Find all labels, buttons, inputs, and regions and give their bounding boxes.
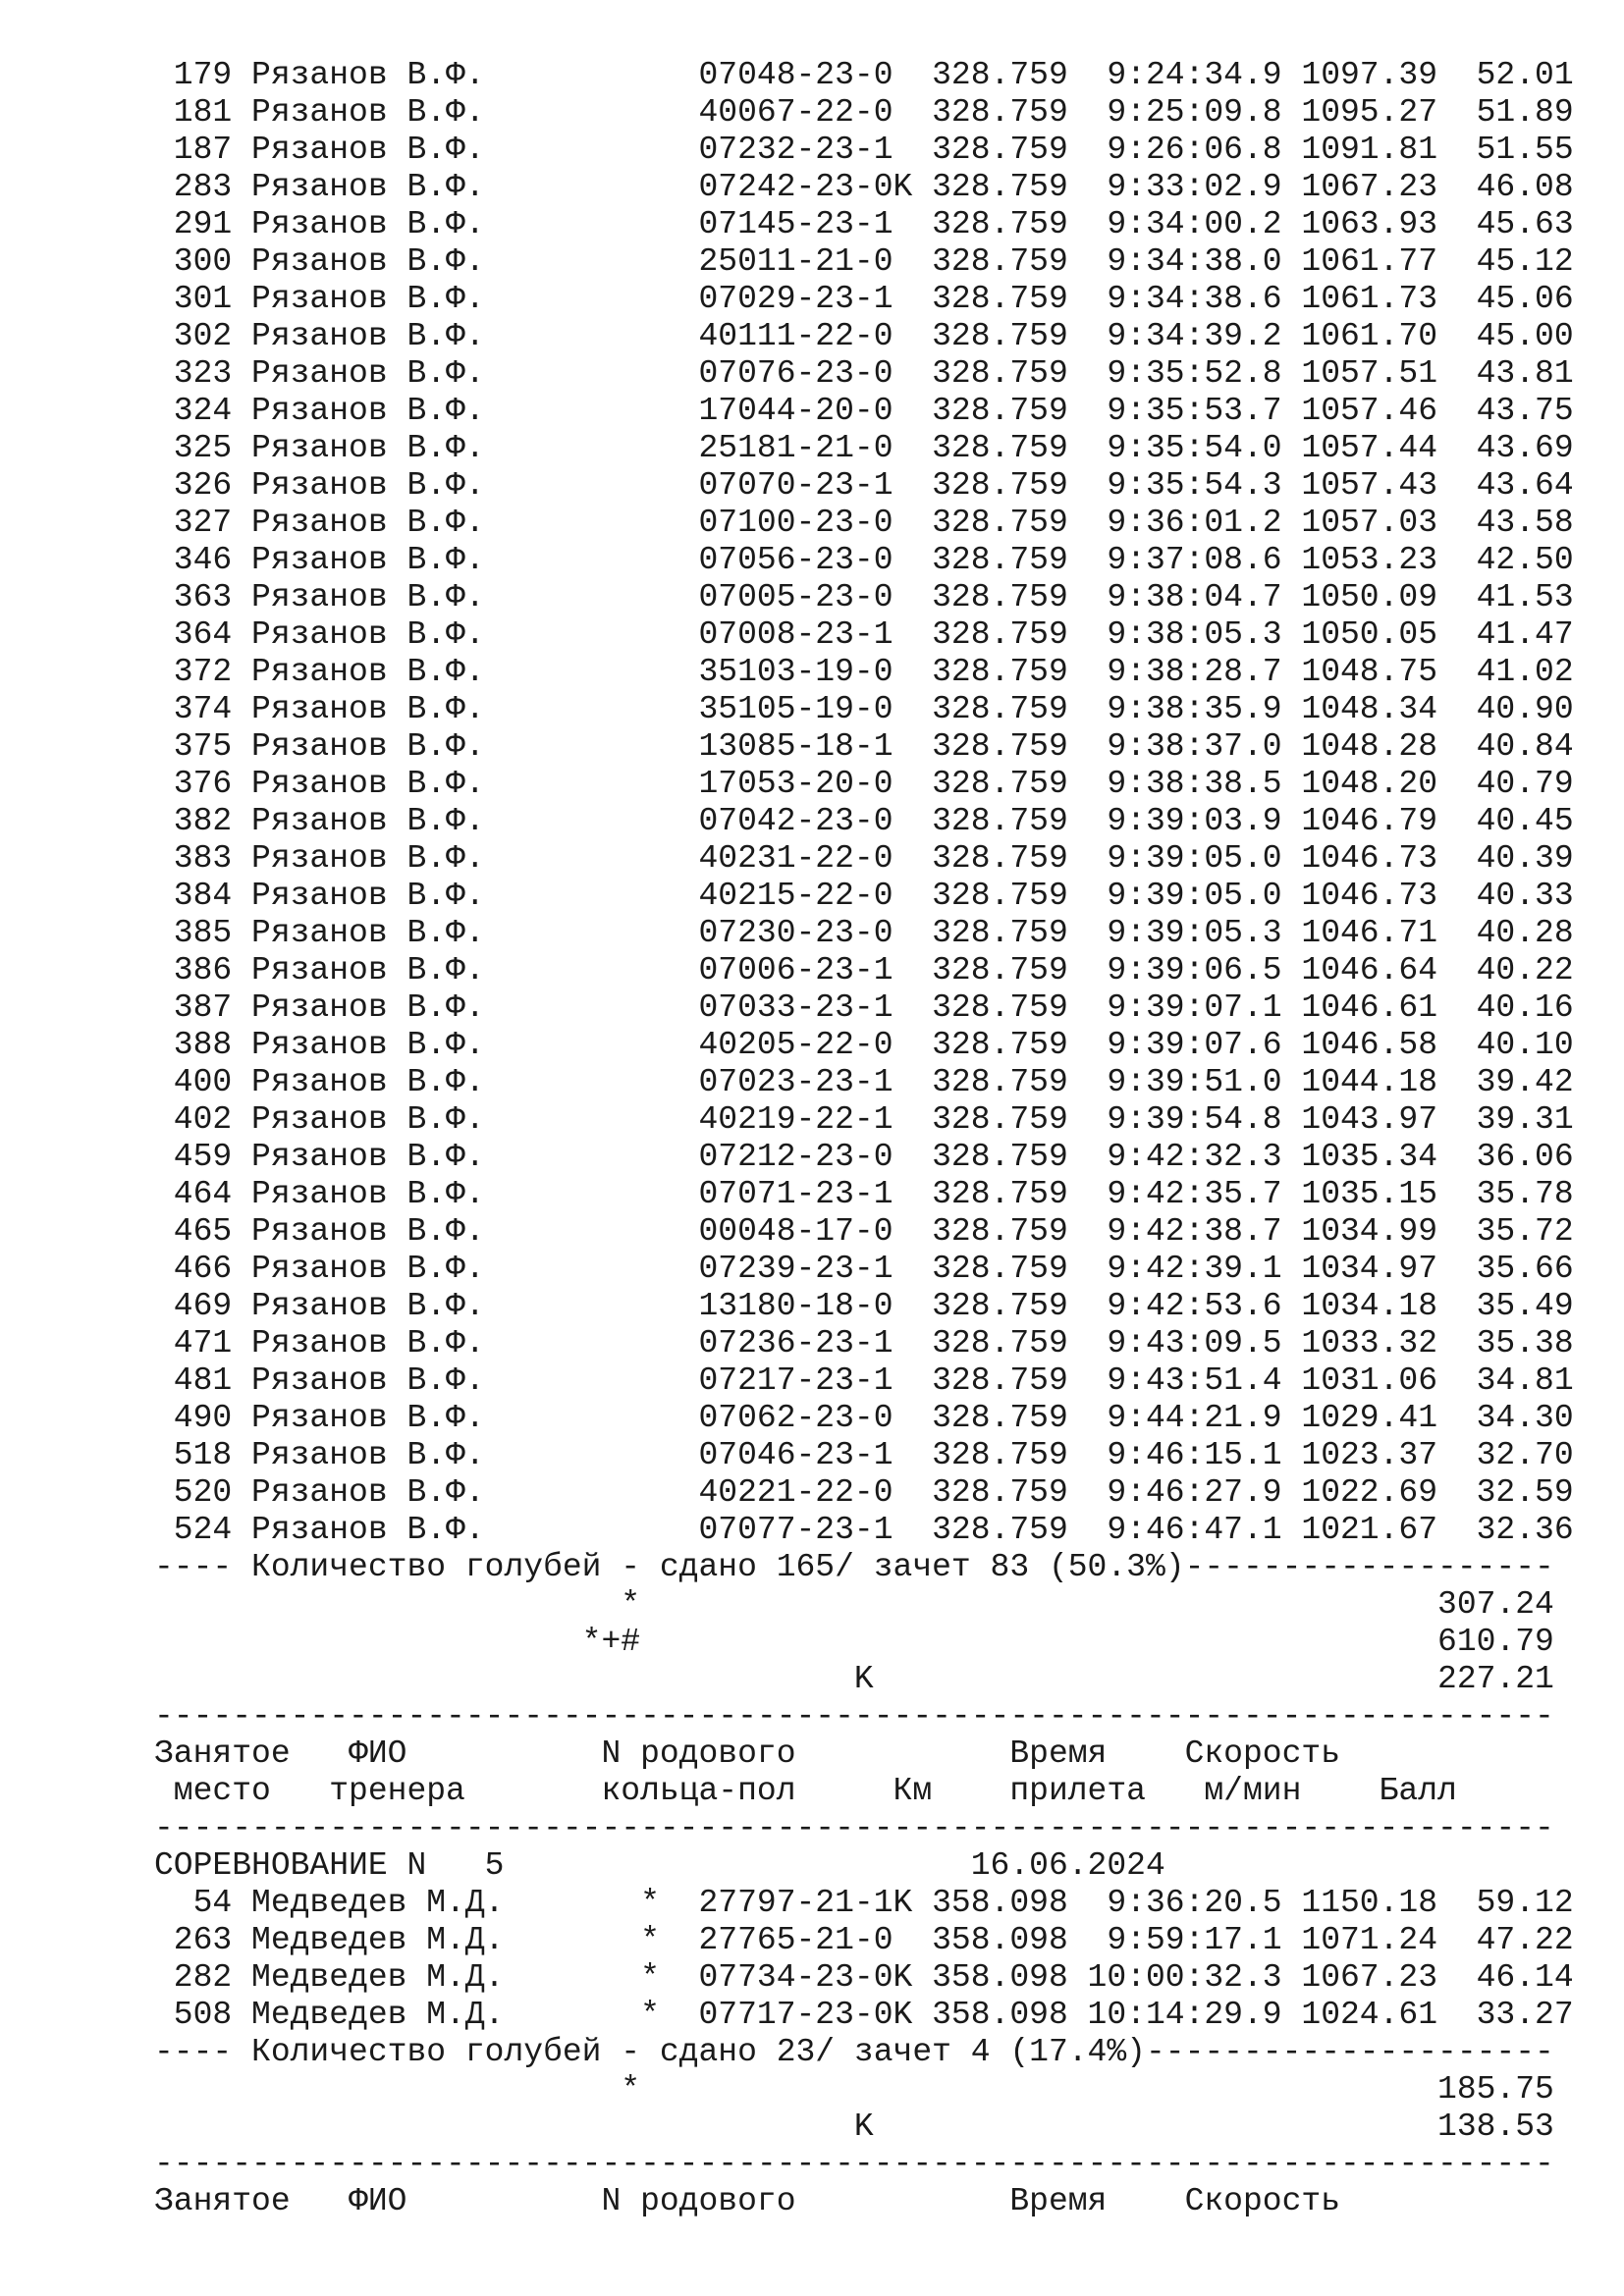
result-row: 324 Рязанов В.Ф. 17044-20-0 328.759 9:35:53.7 1057.46 43.75 xyxy=(154,393,1574,429)
result-row: 300 Рязанов В.Ф. 25011-21-0 328.759 9:34:38.0 1061.77 45.12 xyxy=(154,243,1574,280)
result-row: 469 Рязанов В.Ф. 13180-18-0 328.759 9:42:53.6 1034.18 35.49 xyxy=(154,1288,1574,1324)
result-row: 327 Рязанов В.Ф. 07100-23-0 328.759 9:36:01.2 1057.03 43.58 xyxy=(154,505,1574,541)
total-row: *+# 610.79 xyxy=(154,1624,1554,1660)
separator-rule: ------------------------------------------------------------------------ xyxy=(154,1698,1554,1735)
result-row: 386 Рязанов В.Ф. 07006-23-1 328.759 9:39:06.5 1046.64 40.22 xyxy=(154,952,1574,988)
total-row: K 227.21 xyxy=(154,1661,1554,1697)
result-row: 179 Рязанов В.Ф. 07048-23-0 328.759 9:24:34.9 1097.39 52.01 xyxy=(154,57,1574,93)
result-row: 402 Рязанов В.Ф. 40219-22-1 328.759 9:39:54.8 1043.97 39.31 xyxy=(154,1101,1574,1138)
separator-rule: ------------------------------------------------------------------------ xyxy=(154,2146,1554,2182)
column-header-line-2: место тренера кольца-пол Км прилета м/мин Балл xyxy=(154,1773,1457,1809)
result-row: 346 Рязанов В.Ф. 07056-23-0 328.759 9:37:08.6 1053.23 42.50 xyxy=(154,542,1574,578)
section-summary: ---- Количество голубей - сдано 23/ зачет 4 (17.4%)--------------------- xyxy=(154,2034,1554,2070)
total-row: * 307.24 xyxy=(154,1586,1554,1623)
result-row: 387 Рязанов В.Ф. 07033-23-1 328.759 9:39:07.1 1046.61 40.16 xyxy=(154,989,1574,1026)
result-row: 263 Медведев М.Д. * 27765-21-0 358.098 9:59:17.1 1071.24 47.22 xyxy=(154,1922,1574,1958)
result-row: 302 Рязанов В.Ф. 40111-22-0 328.759 9:34:39.2 1061.70 45.00 xyxy=(154,318,1574,354)
result-row: 326 Рязанов В.Ф. 07070-23-1 328.759 9:35:54.3 1057.43 43.64 xyxy=(154,467,1574,504)
result-row: 376 Рязанов В.Ф. 17053-20-0 328.759 9:38:38.5 1048.20 40.79 xyxy=(154,766,1574,802)
result-row: 374 Рязанов В.Ф. 35105-19-0 328.759 9:38:35.9 1048.34 40.90 xyxy=(154,691,1574,727)
result-row: 400 Рязанов В.Ф. 07023-23-1 328.759 9:39:51.0 1044.18 39.42 xyxy=(154,1064,1574,1100)
result-row: 464 Рязанов В.Ф. 07071-23-1 328.759 9:42:35.7 1035.15 35.78 xyxy=(154,1176,1574,1212)
result-row: 385 Рязанов В.Ф. 07230-23-0 328.759 9:39:05.3 1046.71 40.28 xyxy=(154,915,1574,951)
result-row: 524 Рязанов В.Ф. 07077-23-1 328.759 9:46:47.1 1021.67 32.36 xyxy=(154,1512,1574,1548)
competition-title: СОРЕВНОВАНИЕ N 5 16.06.2024 xyxy=(154,1847,1165,1884)
result-row: 375 Рязанов В.Ф. 13085-18-1 328.759 9:38:37.0 1048.28 40.84 xyxy=(154,728,1574,765)
results-printout xyxy=(154,57,1574,2220)
result-row: 384 Рязанов В.Ф. 40215-22-0 328.759 9:39:05.0 1046.73 40.33 xyxy=(154,878,1574,914)
result-row: 187 Рязанов В.Ф. 07232-23-1 328.759 9:26:06.8 1091.81 51.55 xyxy=(154,132,1574,168)
result-row: 323 Рязанов В.Ф. 07076-23-0 328.759 9:35:52.8 1057.51 43.81 xyxy=(154,355,1574,392)
result-row: 301 Рязанов В.Ф. 07029-23-1 328.759 9:34:38.6 1061.73 45.06 xyxy=(154,281,1574,317)
result-row: 382 Рязанов В.Ф. 07042-23-0 328.759 9:39:03.9 1046.79 40.45 xyxy=(154,803,1574,839)
result-row: 471 Рязанов В.Ф. 07236-23-1 328.759 9:43:09.5 1033.32 35.38 xyxy=(154,1325,1574,1362)
column-header-line-1: Занятое ФИО N родового Время Скорость xyxy=(154,1735,1340,1772)
separator-rule: ------------------------------------------------------------------------ xyxy=(154,1810,1554,1846)
result-row: 363 Рязанов В.Ф. 07005-23-0 328.759 9:38:04.7 1050.09 41.53 xyxy=(154,579,1574,615)
result-row: 459 Рязанов В.Ф. 07212-23-0 328.759 9:42:32.3 1035.34 36.06 xyxy=(154,1139,1574,1175)
result-row: 465 Рязанов В.Ф. 00048-17-0 328.759 9:42:38.7 1034.99 35.72 xyxy=(154,1213,1574,1250)
result-row: 518 Рязанов В.Ф. 07046-23-1 328.759 9:46:15.1 1023.37 32.70 xyxy=(154,1437,1574,1473)
result-row: 388 Рязанов В.Ф. 40205-22-0 328.759 9:39:07.6 1046.58 40.10 xyxy=(154,1027,1574,1063)
result-row: 181 Рязанов В.Ф. 40067-22-0 328.759 9:25:09.8 1095.27 51.89 xyxy=(154,94,1574,131)
result-row: 283 Рязанов В.Ф. 07242-23-0K 328.759 9:33:02.9 1067.23 46.08 xyxy=(154,169,1574,205)
result-row: 54 Медведев М.Д. * 27797-21-1K 358.098 9:36:20.5 1150.18 59.12 xyxy=(154,1885,1574,1921)
section-summary: ---- Количество голубей - сдано 165/ зачет 83 (50.3%)------------------- xyxy=(154,1549,1554,1585)
result-row: 372 Рязанов В.Ф. 35103-19-0 328.759 9:38:28.7 1048.75 41.02 xyxy=(154,654,1574,690)
total-row: K 138.53 xyxy=(154,2109,1554,2145)
result-row: 466 Рязанов В.Ф. 07239-23-1 328.759 9:42:39.1 1034.97 35.66 xyxy=(154,1251,1574,1287)
result-row: 508 Медведев М.Д. * 07717-23-0K 358.098 10:14:29.9 1024.61 33.27 xyxy=(154,1997,1574,2033)
result-row: 520 Рязанов В.Ф. 40221-22-0 328.759 9:46:27.9 1022.69 32.59 xyxy=(154,1474,1574,1511)
result-row: 490 Рязанов В.Ф. 07062-23-0 328.759 9:44:21.9 1029.41 34.30 xyxy=(154,1400,1574,1436)
column-header-line-1: Занятое ФИО N родового Время Скорость xyxy=(154,2183,1340,2219)
total-row: * 185.75 xyxy=(154,2071,1554,2108)
result-row: 364 Рязанов В.Ф. 07008-23-1 328.759 9:38:05.3 1050.05 41.47 xyxy=(154,616,1574,653)
result-row: 282 Медведев М.Д. * 07734-23-0K 358.098 10:00:32.3 1067.23 46.14 xyxy=(154,1959,1574,1996)
result-row: 291 Рязанов В.Ф. 07145-23-1 328.759 9:34:00.2 1063.93 45.63 xyxy=(154,206,1574,242)
result-row: 383 Рязанов В.Ф. 40231-22-0 328.759 9:39:05.0 1046.73 40.39 xyxy=(154,840,1574,877)
result-row: 325 Рязанов В.Ф. 25181-21-0 328.759 9:35:54.0 1057.44 43.69 xyxy=(154,430,1574,466)
result-row: 481 Рязанов В.Ф. 07217-23-1 328.759 9:43:51.4 1031.06 34.81 xyxy=(154,1362,1574,1399)
